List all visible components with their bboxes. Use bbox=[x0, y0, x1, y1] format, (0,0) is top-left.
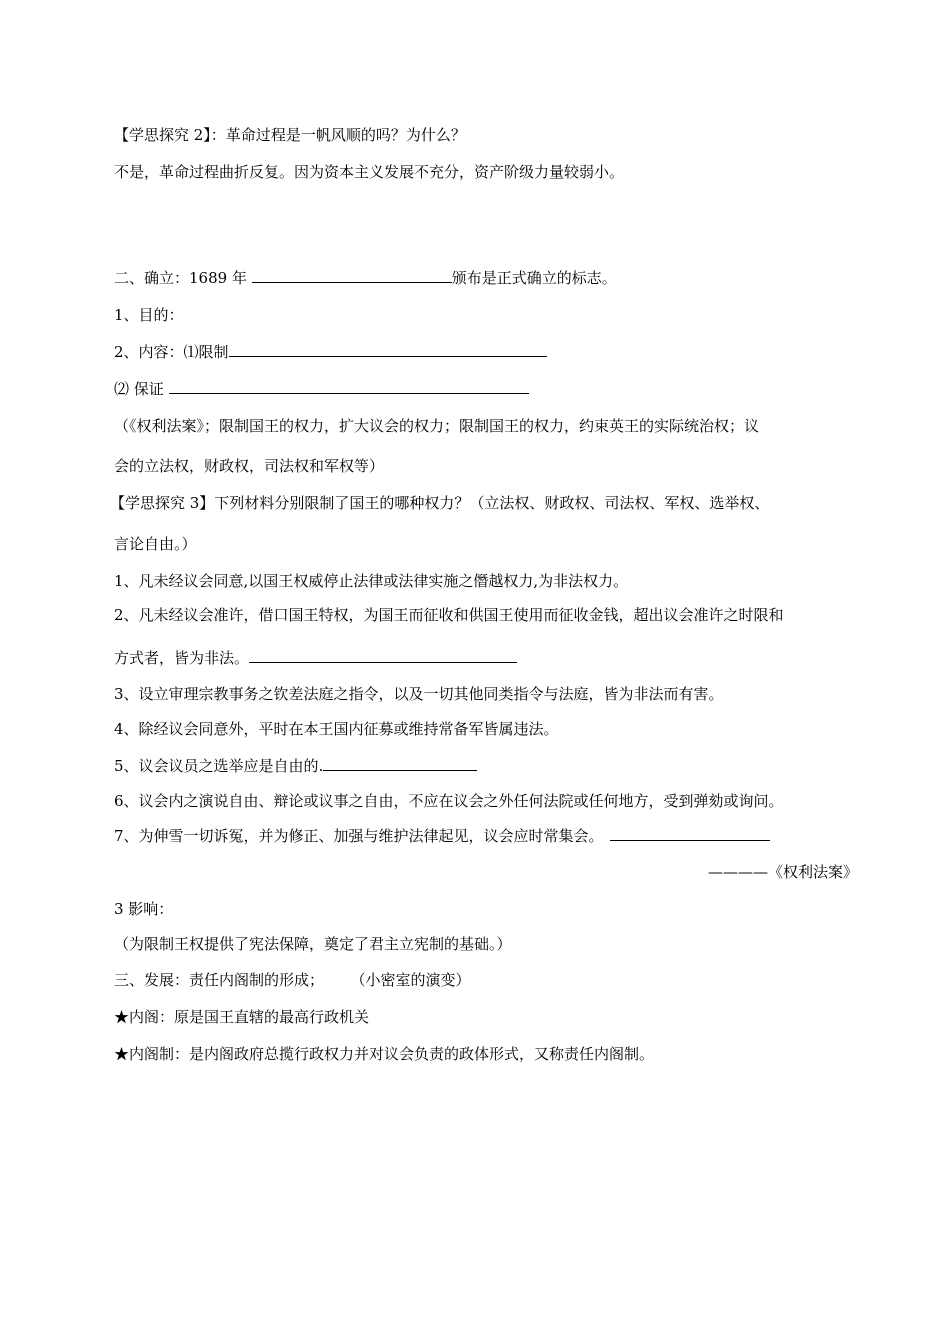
material-item-3: 3、设立审理宗教事务之钦差法庭之指令，以及一切其他同类指令与法庭，皆为非法而有害。 bbox=[114, 685, 724, 703]
fill-blank-item7[interactable] bbox=[610, 826, 770, 841]
material-item-5 bbox=[114, 756, 477, 776]
content-limit-label: 2、内容：⑴限制 bbox=[114, 343, 229, 361]
inquiry2-answer: 不是，革命过程曲折反复。因为资本主义发展不充分，资产阶级力量较弱小。 bbox=[114, 163, 625, 181]
material-item-7 bbox=[114, 826, 770, 846]
material-item-1: 1、凡未经议会同意,以国王权威停止法律或法律实施之僭越权力,为非法权力。 bbox=[114, 572, 629, 590]
influence-answer: （为限制王权提供了宪法保障，奠定了君主立宪制的基础。） bbox=[114, 935, 512, 953]
material-source: ————《权利法案》 bbox=[707, 863, 858, 881]
cabinet-system-definition: ★内阁制：是内阁政府总揽行政权力并对议会负责的政体形式，又称责任内阁制。 bbox=[114, 1045, 655, 1063]
material-item-2-line2 bbox=[114, 648, 517, 668]
inquiry3-heading-line2: 言论自由。） bbox=[114, 535, 197, 553]
content-guarantee bbox=[114, 379, 529, 399]
material-item-7-text: 7、为伸雪一切诉冤，并为修正、加强与维护法律起见，议会应时常集会。 bbox=[114, 827, 604, 845]
content-guarantee-label: ⑵ 保证 bbox=[114, 380, 169, 398]
section3-title-text: 三、发展：责任内阁制的形成； bbox=[114, 971, 325, 989]
content-limit bbox=[114, 342, 547, 362]
material-item-5-text: 5、议会议员之选举应是自由的. bbox=[114, 757, 324, 775]
section2-title-suffix: 颁布是正式确立的标志。 bbox=[451, 269, 617, 287]
fill-blank-limit[interactable] bbox=[229, 342, 547, 357]
section2-title bbox=[114, 268, 617, 288]
section3-note: （小密室的演变） bbox=[358, 971, 471, 989]
fill-blank-item5[interactable] bbox=[323, 756, 477, 771]
section3-title bbox=[114, 970, 471, 990]
fill-blank-item2[interactable] bbox=[249, 648, 517, 663]
inquiry2-heading: 【学思探究 2】：革命过程是一帆风顺的吗？为什么？ bbox=[114, 126, 466, 144]
material-item-6: 6、议会内之演说自由、辩论或议事之自由，不应在议会之外任何法院或任何地方，受到弹劾或询问。 bbox=[114, 792, 784, 810]
fill-blank-bill-name[interactable] bbox=[252, 268, 452, 283]
fill-blank-guarantee[interactable] bbox=[169, 379, 529, 394]
section2-answer-line2: 会的立法权，财政权，司法权和军权等） bbox=[114, 457, 385, 475]
section2-answer-line1: （《权利法案》；限制国王的权力，扩大议会的权力；限制国王的权力，约束英王的实际统治权；议 bbox=[114, 417, 760, 435]
material-item-2-line1: 2、凡未经议会准许，借口国王特权，为国王而征收和供国王使用而征收金钱，超出议会准许之时限和 bbox=[114, 606, 784, 624]
influence-title: 3 影响： bbox=[114, 900, 174, 918]
cabinet-definition: ★内阁：原是国王直辖的最高行政机关 bbox=[114, 1008, 370, 1026]
material-item-2-text: 方式者，皆为非法。 bbox=[114, 649, 250, 667]
material-item-4: 4、除经议会同意外，平时在本王国内征募或维持常备军皆属违法。 bbox=[114, 720, 559, 738]
inquiry3-heading-line1: 【学思探究 3】下列材料分别限制了国王的哪种权力？（立法权、财政权、司法权、军权、选举权、 bbox=[110, 494, 770, 512]
purpose-label: 1、目的： bbox=[114, 306, 184, 324]
section2-title-prefix: 二、确立：1689 年 bbox=[114, 269, 252, 287]
